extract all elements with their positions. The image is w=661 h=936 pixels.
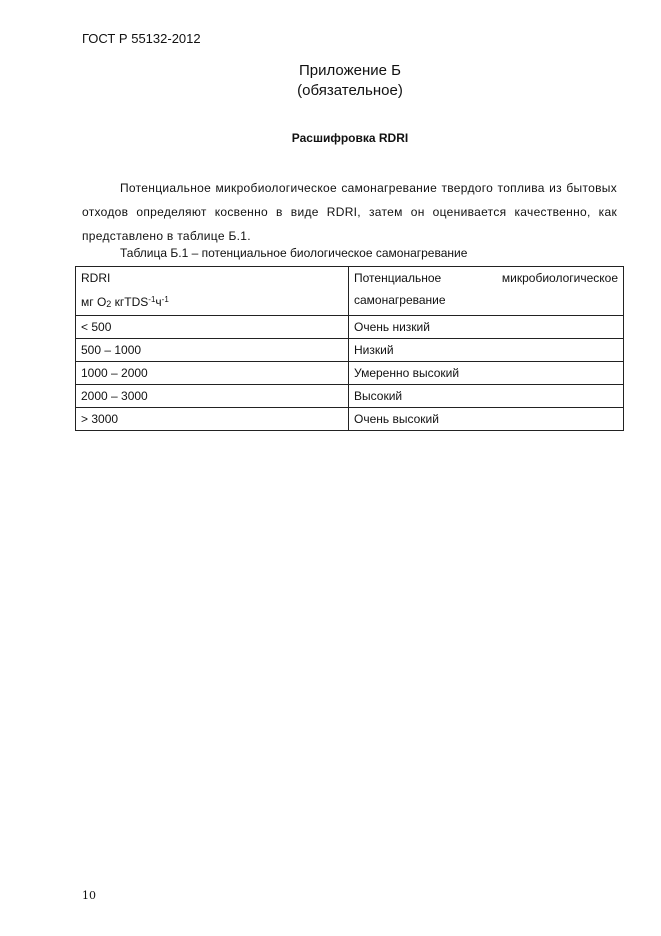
level-cell: Умеренно высокий xyxy=(349,362,624,385)
rdri-range-cell: 500 – 1000 xyxy=(76,339,349,362)
header-rdri-label: RDRI xyxy=(81,271,111,285)
self-heating-table xyxy=(75,266,624,431)
rdri-range-cell: < 500 xyxy=(76,316,349,339)
body-paragraph: Потенциальное микробиологическое самонагревание твердого топлива из бытовых отходов определяют косвенно в виде RDRI, затем он оценивается качественно, как представлено в таблице Б.1. xyxy=(82,181,617,243)
table-header-row xyxy=(76,267,624,316)
level-cell: Очень высокий xyxy=(349,408,624,431)
header-potential-line1: Потенциальное микробиологическое xyxy=(354,271,618,285)
appendix-title: Приложение Б xyxy=(299,62,401,79)
header-cell-potential xyxy=(349,267,624,316)
rdri-range-cell: 1000 – 2000 xyxy=(76,362,349,385)
level-cell: Высокий xyxy=(349,385,624,408)
header-potential-line2: самонагревание xyxy=(354,293,446,307)
section-title: Расшифровка RDRI xyxy=(291,131,409,145)
table-row xyxy=(76,385,624,408)
appendix-status: (обязательное) xyxy=(297,82,403,99)
table-caption: Таблица Б.1 – потенциальное биологическое самонагревание xyxy=(120,246,468,260)
rdri-range-cell: 2000 – 3000 xyxy=(76,385,349,408)
standard-code: ГОСТ Р 55132-2012 xyxy=(82,31,201,46)
level-cell: Низкий xyxy=(349,339,624,362)
header-cell-rdri xyxy=(76,267,349,316)
header-rdri-unit: мг $O_2$ $кгTDS^{-1}ч^{-1}$ xyxy=(81,295,169,309)
level-cell: Очень низкий xyxy=(349,316,624,339)
page-number: 10 xyxy=(82,889,96,902)
table-row xyxy=(76,339,624,362)
rdri-range-cell: > 3000 xyxy=(76,408,349,431)
table-row xyxy=(76,316,624,339)
table-row xyxy=(76,408,624,431)
table-row xyxy=(76,362,624,385)
